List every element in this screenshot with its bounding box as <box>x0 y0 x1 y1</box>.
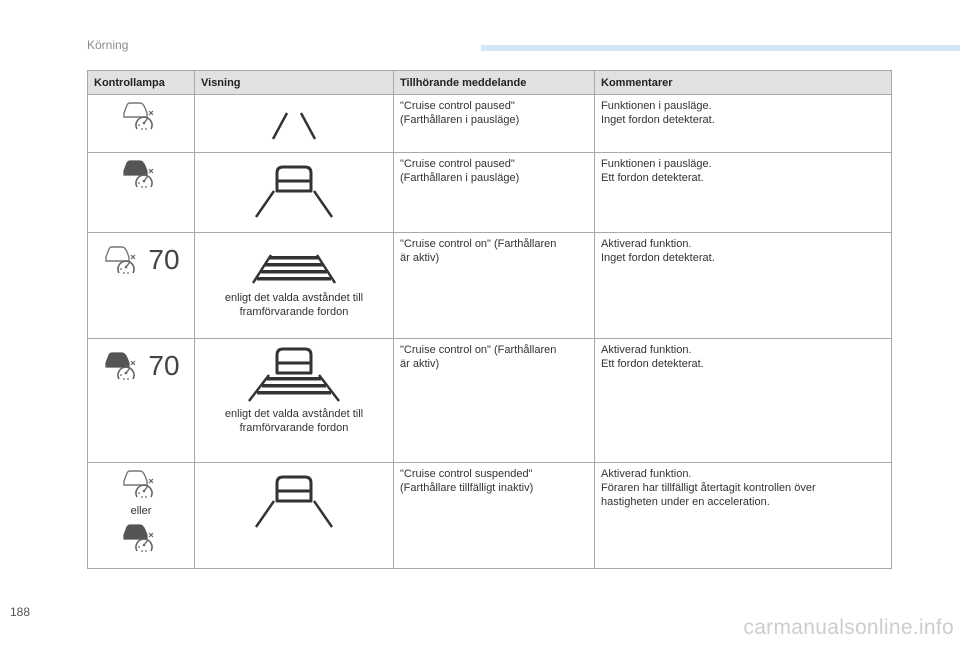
message-line: (Farthållaren i pausläge) <box>400 172 520 184</box>
table-row <box>88 463 892 569</box>
lamp-cell <box>88 339 195 463</box>
table-row <box>88 153 892 233</box>
cruise-paused-filled-icon <box>120 157 162 191</box>
lamp-cell <box>88 233 195 339</box>
watermark: carmanualsonline.info <box>743 616 954 639</box>
cruise-paused-outline-icon <box>120 99 162 133</box>
comment-line: Aktiverad funktion. <box>601 238 692 250</box>
cruise-on-outline-icon <box>102 243 144 277</box>
lane-vehicle-icon <box>244 157 344 221</box>
table-row <box>88 233 892 339</box>
col-header-message: Tillhörande meddelande <box>394 71 595 95</box>
message-line: (Farthållaren i pausläge) <box>400 114 520 126</box>
comment-cell <box>595 95 892 153</box>
lane-vehicle-distance-bars-icon <box>239 343 349 403</box>
table-header-row <box>88 71 892 95</box>
col-header-comment: Kommentarer <box>595 71 892 95</box>
lamp-cell <box>88 153 195 233</box>
comment-line: Ett fordon detekterat. <box>601 172 704 184</box>
table-row <box>88 339 892 463</box>
display-caption-line: framförvarande fordon <box>239 306 349 318</box>
message-line: "Cruise control on" (Farthållaren <box>400 344 557 356</box>
comment-line: Aktiverad funktion. <box>601 344 692 356</box>
display-cell <box>195 95 394 153</box>
display-cell <box>195 233 394 339</box>
display-cell <box>195 153 394 233</box>
table-row <box>88 95 892 153</box>
comment-cell <box>595 463 892 569</box>
or-label: eller <box>130 505 152 517</box>
col-header-lamp: Kontrollampa <box>88 71 195 95</box>
comment-cell <box>595 153 892 233</box>
message-line: "Cruise control on" (Farthållaren <box>400 238 557 250</box>
cruise-suspended-outline-icon <box>120 467 162 501</box>
col-header-display: Visning <box>195 71 394 95</box>
comment-line: Inget fordon detekterat. <box>601 252 715 264</box>
message-line: är aktiv) <box>400 358 440 370</box>
comment-cell <box>595 339 892 463</box>
message-cell <box>394 233 595 339</box>
message-line: "Cruise control suspended" <box>400 468 533 480</box>
message-line: är aktiv) <box>400 252 440 264</box>
page-number: 188 <box>10 605 31 619</box>
cruise-on-filled-icon <box>102 349 144 383</box>
message-line: "Cruise control paused" <box>400 158 515 170</box>
comment-line: Funktionen i pausläge. <box>601 100 712 112</box>
lamp-cell <box>88 95 195 153</box>
lamp-cell <box>88 463 195 569</box>
display-caption-line: enligt det valda avståndet till <box>224 292 364 304</box>
set-speed: 70 <box>148 244 180 275</box>
section-title: Körning <box>87 38 129 52</box>
message-cell <box>394 95 595 153</box>
set-speed: 70 <box>148 350 180 381</box>
message-line: "Cruise control paused" <box>400 100 515 112</box>
comment-line: Inget fordon detekterat. <box>601 114 715 126</box>
comment-line: hastigheten under en acceleration. <box>601 496 770 508</box>
message-cell <box>394 153 595 233</box>
cruise-control-table <box>87 70 892 569</box>
message-cell <box>394 339 595 463</box>
comment-line: Funktionen i pausläge. <box>601 158 712 170</box>
display-caption-line: framförvarande fordon <box>239 422 349 434</box>
display-cell <box>195 339 394 463</box>
message-line: (Farthållare tillfälligt inaktiv) <box>400 482 534 494</box>
comment-line: Aktiverad funktion. <box>601 468 692 480</box>
comment-cell <box>595 233 892 339</box>
section-bar <box>481 45 960 51</box>
display-cell <box>195 463 394 569</box>
lane-vehicle-icon <box>244 467 344 531</box>
comment-line: Ett fordon detekterat. <box>601 358 704 370</box>
message-cell <box>394 463 595 569</box>
lane-distance-bars-icon <box>239 247 349 287</box>
display-caption-line: enligt det valda avståndet till <box>224 408 364 420</box>
comment-line: Föraren har tillfälligt återtagit kontrollen över <box>601 482 816 494</box>
lane-lines-icon <box>255 99 333 143</box>
cruise-suspended-filled-icon <box>120 521 162 555</box>
